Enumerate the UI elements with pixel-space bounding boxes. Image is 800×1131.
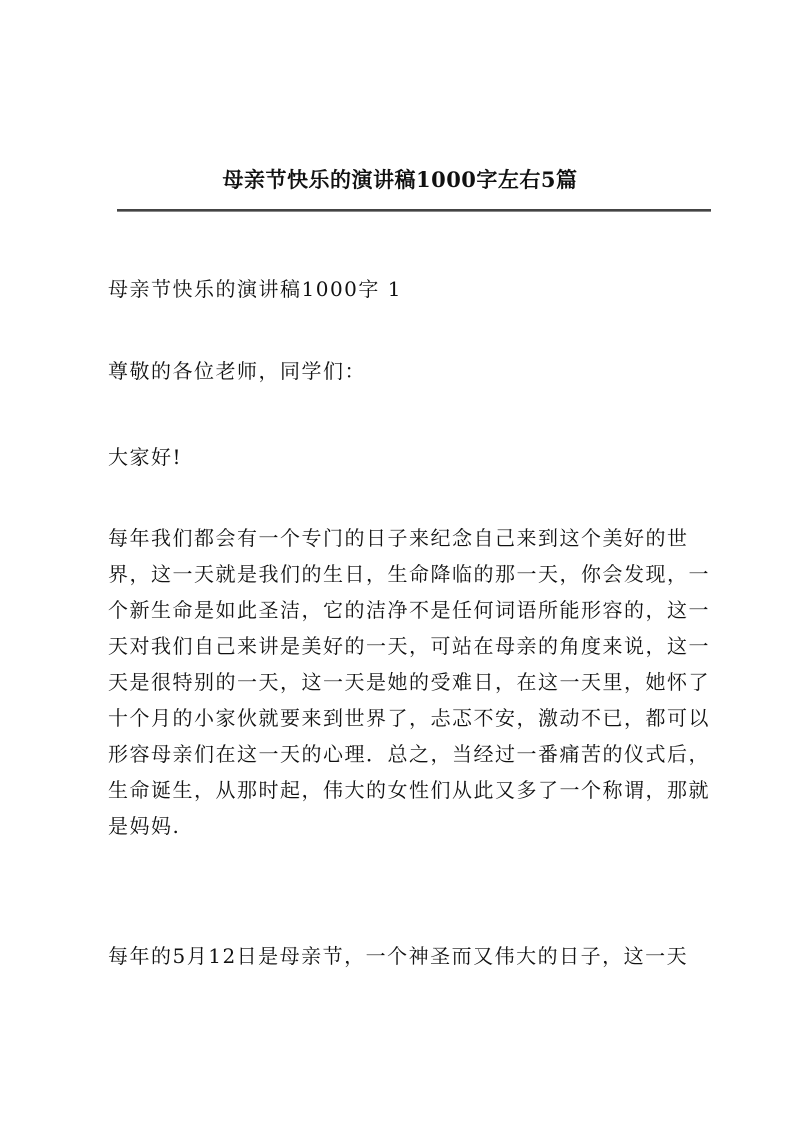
paragraph-line: 天对我们自己来讲是美好的一天，可站在母亲的角度来说，这一	[108, 634, 710, 658]
paragraph-1	[108, 520, 708, 844]
paragraph-line: 形容母亲们在这一天的心理．总之，当经过一番痛苦的仪式后，	[108, 742, 710, 766]
section-heading: 母亲节快乐的演讲稿1000字 1	[108, 277, 402, 301]
paragraph-line: 界，这一天就是我们的生日，生命降临的那一天，你会发现，一	[108, 562, 710, 586]
paragraph-2	[108, 938, 708, 974]
hello-line: 大家好!	[108, 445, 183, 469]
title-divider	[117, 209, 711, 212]
greeting-line: 尊敬的各位老师，同学们：	[108, 359, 366, 383]
paragraph-line: 十个月的小家伙就要来到世界了，忐忑不安，激动不已，都可以	[108, 706, 710, 730]
paragraph-line: 天是很特别的一天，这一天是她的受难日，在这一天里，她怀了	[108, 670, 710, 694]
paragraph-line: 个新生命是如此圣洁，它的洁净不是任何词语所能形容的，这一	[108, 598, 710, 622]
paragraph-line: 每年的5月12日是母亲节，一个神圣而又伟大的日子，这一天	[108, 944, 689, 968]
page-title: 母亲节快乐的演讲稿1000字左右5篇	[222, 167, 578, 192]
paragraph-line: 是妈妈.	[108, 814, 181, 838]
paragraph-line: 生命诞生，从那时起，伟大的女性们从此又多了一个称谓，那就	[108, 778, 710, 802]
paragraph-line: 每年我们都会有一个专门的日子来纪念自己来到这个美好的世	[108, 526, 689, 550]
